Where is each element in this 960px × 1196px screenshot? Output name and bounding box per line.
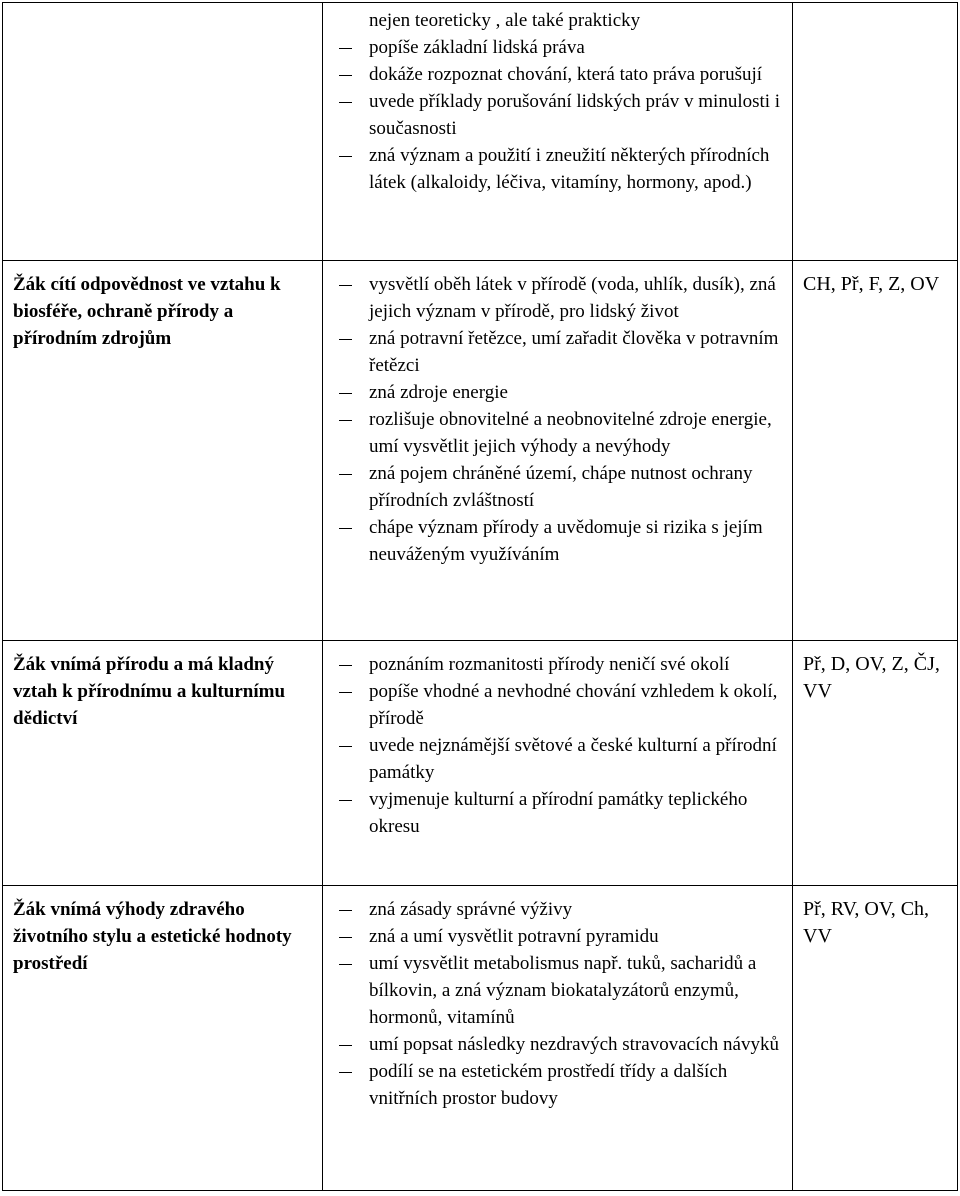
goal-text: Žák vnímá výhody zdravého životního stylu a estetické hodnoty prostředí (13, 899, 292, 974)
list-item: vyjmenuje kulturní a přírodní památky teplického okresu (323, 786, 784, 840)
list-item: zná pojem chráněné území, chápe nutnost ochrany přírodních zvláštností (323, 460, 784, 514)
subjects-text: CH, Př, F, Z, OV (803, 273, 940, 295)
list-item: vysvětlí oběh látek v přírodě (voda, uhlík, dusík), zná jejich význam v přírodě, pro lidský život (323, 271, 784, 325)
table-row (3, 886, 958, 1191)
list-item: zná a umí vysvětlit potravní pyramidu (323, 923, 784, 950)
outcomes-cell (323, 3, 793, 261)
list-item: uvede příklady porušování lidských práv v minulosti i současnosti (323, 88, 784, 142)
list-item: nejen teoreticky , ale také prakticky (369, 10, 641, 31)
goal-text (3, 3, 322, 13)
subjects-cell (793, 641, 958, 886)
curriculum-table (2, 2, 958, 1191)
list-item: zná zdroje energie (323, 379, 784, 406)
list-item: popíše základní lidská práva (323, 34, 784, 61)
list-item: zná význam a použití i zneužití některých přírodních látek (alkaloidy, léčiva, vitamíny, hormony, apod.) (323, 142, 784, 196)
subjects-cell (793, 886, 958, 1191)
subjects-cell (793, 261, 958, 641)
goal-cell (3, 261, 323, 641)
subjects-text: Př, RV, OV, Ch, VV (803, 898, 930, 947)
list-item: popíše vhodné a nevhodné chování vzhledem k okolí, přírodě (323, 678, 784, 732)
outcomes-list (323, 641, 792, 848)
list-item: zná potravní řetězce, umí zařadit člověka v potravním řetězci (323, 325, 784, 379)
table-row (3, 3, 958, 261)
list-item: chápe význam přírody a uvědomuje si rizika s jejím neuváženým využíváním (323, 514, 784, 568)
list-item: umí vysvětlit metabolismus např. tuků, sacharidů a bílkovin, a zná význam biokatalyzátorů enzymů, hormonů, vitamínů (323, 950, 784, 1031)
table-row (3, 641, 958, 886)
list-item: umí popsat následky nezdravých stravovacích návyků (323, 1031, 784, 1058)
list-item: podílí se na estetickém prostředí třídy a dalších vnitřních prostor budovy (323, 1058, 784, 1112)
table-row (3, 261, 958, 641)
goal-cell (3, 3, 323, 261)
list-item: dokáže rozpoznat chování, která tato práva porušují (323, 61, 784, 88)
subjects-cell (793, 3, 958, 261)
goal-text: Žák vnímá přírodu a má kladný vztah k přírodnímu a kulturnímu dědictví (13, 654, 286, 729)
outcomes-cell (323, 641, 793, 886)
list-item: poznáním rozmanitosti přírody neničí své okolí (323, 651, 784, 678)
goal-cell (3, 886, 323, 1191)
subjects-text (793, 3, 957, 13)
outcomes-list (323, 886, 792, 1120)
list-item: zná zásady správné výživy (323, 896, 784, 923)
outcomes-cell (323, 886, 793, 1191)
subjects-text: Př, D, OV, Z, ČJ, VV (803, 653, 940, 702)
outcomes-list (323, 3, 792, 204)
outcomes-cell (323, 261, 793, 641)
goal-text: Žák cítí odpovědnost ve vztahu k biosféře, ochraně přírody a přírodním zdrojům (13, 274, 281, 349)
list-item: rozlišuje obnovitelné a neobnovitelné zdroje energie, umí vysvětlit jejich výhody a nevýhody (323, 406, 784, 460)
list-item: uvede nejznámější světové a české kulturní a přírodní památky (323, 732, 784, 786)
outcomes-list (323, 261, 792, 576)
goal-cell (3, 641, 323, 886)
